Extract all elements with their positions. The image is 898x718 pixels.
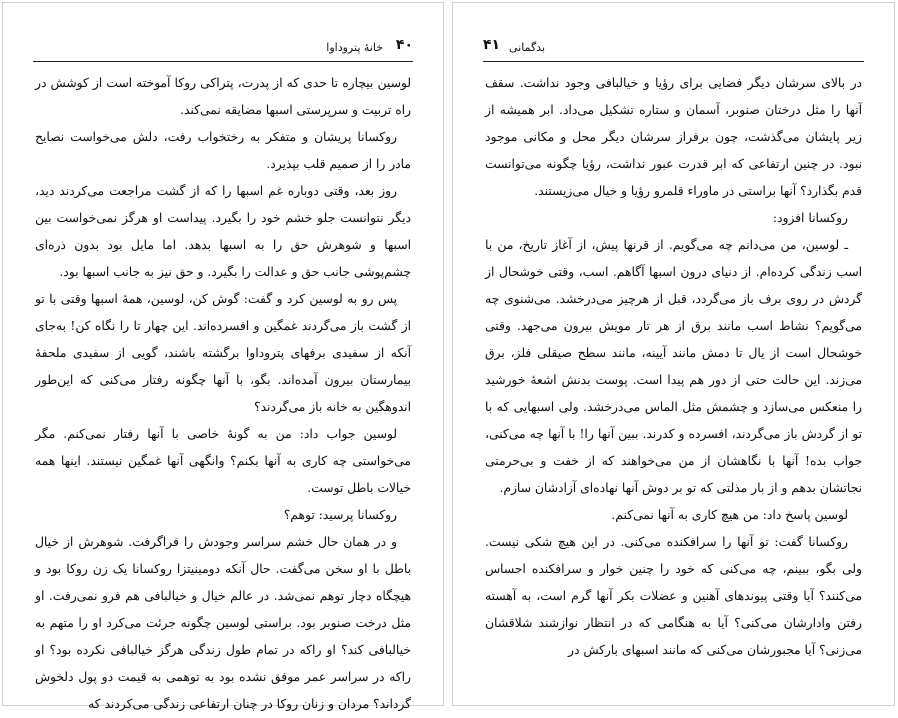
page-body bbox=[485, 70, 862, 697]
header-rule bbox=[483, 61, 864, 62]
paragraph: لوسین جواب داد: من به گونهٔ خاصی با آنها رفتار نمی‌کنم. مگر می‌خواستی چه کاری به آنها بکنم؟ وانگهی آنها غمگین نیستند. اینها همه خیالات باطل توست. bbox=[35, 427, 411, 495]
paragraph: لوسین پاسخ داد: من هیچ کاری به آنها نمی‌کنم. bbox=[611, 508, 848, 522]
running-title: خانهٔ پتروداوا bbox=[326, 41, 383, 54]
paragraph: روکسانا پریشان و متفکر به رختخواب رفت، دلش می‌خواست نصایح مادر را از صمیم قلب بپذیرد. bbox=[35, 130, 411, 171]
paragraph: روکسانا پرسید: توهم؟ bbox=[283, 508, 397, 522]
paragraph: ـ لوسین، من می‌دانم چه می‌گویم. از قرنها پیش، از آغاز تاریخ، من با اسب زندگی کرده‌ام. از دنیای درون اسبها آگاهم. اسب، وقتی خوشحال از گردش در روی برف باز می‌گردد، قبل از هرچیز می‌درخشد. می‌شنوی چه می‌گویم؟ نشاط اسب مانند برق از هر تار مویش بیرون می‌جهد. وقتی خوشحال است از یال تا دمش مانند آیینه، مانند سطح صیقلی فلز، برق می‌زند. این حالت حتی از دور هم پیدا است. پوست بدنش اشعهٔ خورشید را منعکس می‌سازد و چشمش مثل الماس می‌درخشد. ولی اسبهایی که با تو از گردش باز می‌گردند، افسرده و کدرند. ببین آنها را! با آنها چه می‌کنی، جواب بده! آنها با نگاهشان از من می‌خواهند که از خفت و بی‌حرمتی نجاتشان بدهم و از بار مذلتی که تو بر دوش آنها نهاده‌ای آزادشان سازم. bbox=[485, 238, 862, 495]
paragraph: لوسین بیچاره تا حدی که از پدرت، پتراکی روکا آموخته است از کوشش در راه تربیت و سرپرستی اسبها مضایقه نمی‌کند. bbox=[35, 76, 411, 117]
right-book-page bbox=[452, 2, 895, 706]
page-header bbox=[33, 37, 413, 59]
header-rule bbox=[33, 61, 413, 62]
page-number: ۴۰ bbox=[395, 37, 413, 53]
page-number: ۴۱ bbox=[483, 37, 501, 53]
paragraph: روز بعد، وقتی دوباره غم اسبها را که از گشت مراجعت می‌کردند دید، دیگر نتوانست جلو خشم خود را بگیرد. پیداست او هرگز نمی‌خواست بین اسبها و شوهرش حق را به اسبها بدهد. اما مایل بود بدون ذره‌ای چشم‌پوشی جانب حق و عدالت را بگیرد. و حق نیز به جانب اسبها بود. bbox=[35, 184, 411, 279]
page-header bbox=[483, 37, 864, 59]
paragraph: پس رو به لوسین کرد و گفت: گوش کن، لوسین، همهٔ اسبها وقتی با تو از گشت باز می‌گردند غمگین و افسرده‌اند. این چهار تا را نگاه کن! به‌جای آنکه از سفیدی برفهای پتروداوا برگشته باشند، گویی از سفیدی ملحفهٔ بیمارستان بیرون آمده‌اند. بگو، با آنها چگونه رفتار می‌کنی که این‌طور اندوهگین به خانه باز می‌گردند؟ bbox=[35, 292, 411, 414]
left-book-page bbox=[2, 2, 444, 711]
page-body bbox=[35, 70, 411, 711]
paragraph: روکسانا افزود: bbox=[772, 211, 848, 225]
running-title: بدگمانی bbox=[509, 41, 546, 54]
paragraph: و در همان حال خشم سراسر وجودش را فراگرفت. شوهرش از خیال باطل با او سخن می‌گفت. حال آنکه دومینیتزا روکسانا یک زن روکا بود و هیچگاه دچار توهم نمی‌شد. در عالم خیال و خیالبافی هم فرو نمی‌رفت. او مثل درخت صنوبر بود. براستی لوسین چگونه جرئت می‌کرد او را متهم به خیالبافی کند؟ او راکه در تمام طول زندگی هرگز خیالبافی نکرده بود؟ او راکه در سراسر عمر موفق نشده بود به توهمی به قیمت دو پول دلخوش گرداند؟ مردان و زنان روکا در چنان ارتفاعی زندگی می‌کردند که bbox=[35, 535, 411, 711]
paragraph: در بالای سرشان دیگر فضایی برای رؤیا و خیالبافی وجود نداشت. سقف آنها را مثل درختان صنوبر، آسمان و ستاره تشکیل می‌داد. ابر همیشه از زیر پایشان می‌گذشت، چون برفراز سرشان دیگر محل و مکانی موجود نبود. در چنین ارتفاعی که ابر قدرت عبور نداشت، رؤیا چگونه می‌توانست قدم بگذارد؟ آنها براستی در ماوراء قلمرو رؤیا و خیال می‌زیستند. bbox=[485, 76, 862, 198]
paragraph: روکسانا گفت: تو آنها را سرافکنده می‌کنی. در این هیچ شکی نیست. ولی بگو، ببینم، چه می‌کنی که خود را چنین خوار و سرافکنده احساس می‌کنند؟ آیا وقتی پیوندهای آهنین و عضلات بکر آنها گرم است، به آهسته رفتن وادارشان می‌کنی؟ آیا به هنگامی که در انتظار نوازشند شلاقشان می‌زنی؟ آیا مجبورشان می‌کنی که مانند اسبهای بارکش در bbox=[485, 535, 862, 657]
